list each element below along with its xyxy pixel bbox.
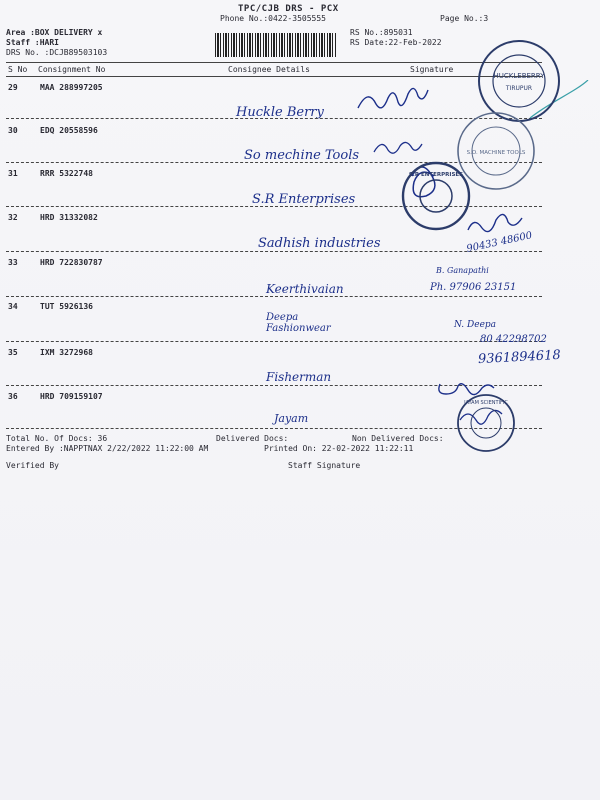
- total-docs: Total No. Of Docs: 36: [6, 434, 108, 443]
- row-30-consignee: So mechine Tools: [244, 148, 360, 163]
- r34-name-note: N. Deepa: [454, 320, 497, 330]
- drs-number: DRS No. :DCJB89503103: [6, 48, 108, 57]
- col-consignment: Consignment No: [38, 65, 106, 74]
- col-consignee: Consignee Details: [228, 65, 310, 74]
- row-29-consignee: Huckle Berry: [236, 105, 324, 120]
- signature-30: [374, 142, 422, 153]
- row-35-sno: 35: [8, 348, 18, 357]
- jayam-scientific-stamp: [455, 392, 517, 454]
- sheet-title: TPC/CJB DRS - PCX: [238, 4, 339, 14]
- stamp-1-text: HUCKLEBERRY: [493, 72, 545, 80]
- row-36-consignment: HRD 709159107: [40, 392, 103, 401]
- row-36-consignee: Jayam: [274, 412, 309, 425]
- row-34-consignee: Deepa Fashionwear: [266, 312, 331, 334]
- row-35-consignee: Fisherman: [266, 370, 332, 384]
- staff-signature: Staff Signature: [288, 461, 361, 470]
- signature-29: [358, 88, 428, 108]
- stamp-4-text: JAYAM SCIENTIFIC: [464, 400, 508, 406]
- rs-number: RS No.:895031: [350, 28, 413, 37]
- staff-label: Staff :HARI: [6, 38, 59, 47]
- r33-name-note: B. Ganapathi: [436, 266, 489, 275]
- row-31-consignment: RRR 5322748: [40, 169, 93, 178]
- r35-phone-note: 9361894618: [477, 347, 562, 368]
- header-rule-bottom: [6, 76, 542, 77]
- row-33-consignee: Keerthivaian: [266, 282, 344, 296]
- r33-phone-note: Ph. 97906 23151: [430, 282, 517, 293]
- r32-phone-note: 90433 48600: [465, 230, 534, 255]
- row-29-sno: 29: [8, 83, 18, 92]
- header-rule: [6, 62, 542, 63]
- row-30-consignment: EDQ 20558596: [40, 126, 98, 135]
- row-34-consignment: TUT 5926136: [40, 302, 93, 311]
- row-34-sno: 34: [8, 302, 18, 311]
- area-label: Area :BOX DELIVERY x: [6, 28, 103, 37]
- row-32-consignment: HRD 31332082: [40, 213, 98, 222]
- row-29-consignment: MAA 288997205: [40, 83, 103, 92]
- barcode: [215, 33, 337, 57]
- stamp-1-sub: TIRUPUR: [505, 85, 533, 92]
- row-32-consignee: Sadhish industries: [258, 236, 381, 251]
- rs-date: RS Date:22-Feb-2022: [350, 38, 442, 47]
- col-signature: Signature: [410, 65, 454, 74]
- row-35-consignment: IXM 3272968: [40, 348, 93, 357]
- row-30-sno: 30: [8, 126, 18, 135]
- row-31-consignee: S.R Enterprises: [252, 192, 356, 207]
- page-number: Page No.:3: [440, 14, 489, 23]
- delivered-docs: Delivered Docs:: [216, 434, 289, 443]
- entered-by: Entered By :NAPPTNAX 2/22/2022 11:22:00 AM: [6, 444, 209, 453]
- row-31-sno: 31: [8, 169, 18, 178]
- row-33-sno: 33: [8, 258, 18, 267]
- printed-on: Printed On: 22-02-2022 11:22:11: [264, 444, 414, 453]
- row-32-sno: 32: [8, 213, 18, 222]
- stamp-2-text: S.O. MACHINE TOOLS: [466, 150, 526, 156]
- sr-enterprises-stamp: [400, 160, 472, 232]
- phone-number: Phone No.:0422-3505555: [220, 14, 326, 23]
- r34-phone-note: 80 42298702: [480, 334, 547, 345]
- signature-32: [468, 214, 522, 231]
- verified-by: Verified By: [6, 461, 59, 470]
- row-36-sno: 36: [8, 392, 18, 401]
- row-33-consignment: HRD 722830787: [40, 258, 103, 267]
- stamp-3-text: S.R ENTERPRISES: [408, 172, 464, 178]
- col-sno: S No: [8, 65, 28, 74]
- non-delivered-docs: Non Delivered Docs:: [352, 434, 444, 443]
